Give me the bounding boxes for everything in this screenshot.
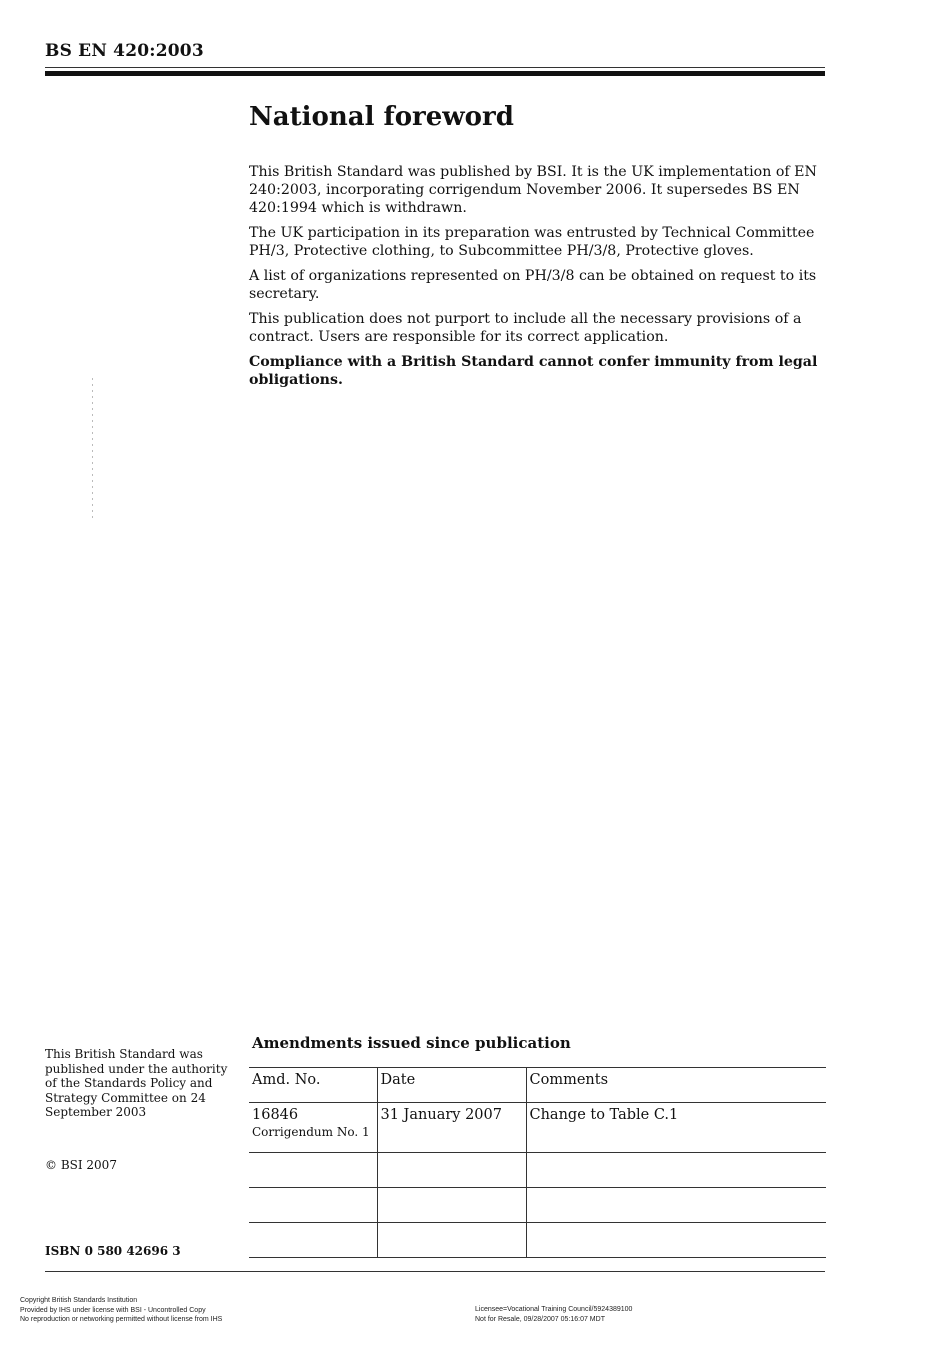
margin-tick-marks <box>92 378 93 520</box>
table-row-empty <box>249 1223 826 1258</box>
cell-amd-no <box>249 1103 377 1153</box>
paragraph-provisions: This publication does not purport to include all the necessary provisions of a contract. Users are responsible for its correct application. <box>249 311 802 345</box>
footer-left <box>20 1296 222 1325</box>
table-header-row <box>249 1068 826 1103</box>
header-thick-rule <box>45 71 825 76</box>
foreword-body <box>249 163 829 396</box>
footer-right <box>475 1305 632 1324</box>
footer-line: Copyright British Standards Institution <box>20 1297 138 1304</box>
paragraph-compliance: Compliance with a British Standard cannot confer immunity from legal obligations. <box>249 354 818 388</box>
table-row <box>249 1103 826 1153</box>
paragraph-participation: The UK participation in its preparation was entrusted by Technical Committee PH/3, Protective clothing, to Subcommittee PH/3/8, Protective gloves. <box>249 225 815 259</box>
column-header-amd-no: Amd. No. <box>249 1068 377 1103</box>
document-number-header: BS EN 420:2003 <box>45 41 204 61</box>
footer-line: Licensee=Vocational Training Council/5924389100 <box>475 1306 633 1313</box>
authority-note: This British Standard was published under the authority of the Standards Policy and Strategy Committee on 24 September 2003 <box>45 1047 228 1119</box>
amd-subtitle: Corrigendum No. 1 <box>252 1125 370 1139</box>
table-row-empty <box>249 1153 826 1188</box>
amendments-table <box>249 1067 826 1258</box>
footer-line: Provided by IHS under license with BSI - Uncontrolled Copy <box>20 1306 206 1314</box>
section-title: National foreword <box>249 102 514 132</box>
copyright-note: © BSI 2007 <box>45 1158 117 1172</box>
amd-number: 16846 <box>252 1107 299 1123</box>
footer-line: Not for Resale, 09/28/2007 05:16:07 MDT <box>475 1315 605 1323</box>
table-row-empty <box>249 1188 826 1223</box>
paragraph-publication: This British Standard was published by BSI. It is the UK implementation of EN 240:2003, incorporating corrigendum November 2006. It supersedes BS EN 420:1994 which is withdrawn. <box>249 164 817 216</box>
column-header-comments: Comments <box>526 1068 826 1103</box>
header-thin-rule <box>45 67 825 68</box>
isbn-number: ISBN 0 580 42696 3 <box>45 1244 181 1258</box>
amendments-heading: Amendments issued since publication <box>252 1034 571 1052</box>
cell-date: 31 January 2007 <box>377 1103 526 1153</box>
column-header-date: Date <box>377 1068 526 1103</box>
paragraph-organizations: A list of organizations represented on PH/3/8 can be obtained on request to its secretary. <box>249 268 817 302</box>
cell-comments: Change to Table C.1 <box>526 1103 826 1153</box>
bottom-rule <box>45 1271 825 1272</box>
footer-line: No reproduction or networking permitted without license from IHS <box>20 1316 223 1323</box>
